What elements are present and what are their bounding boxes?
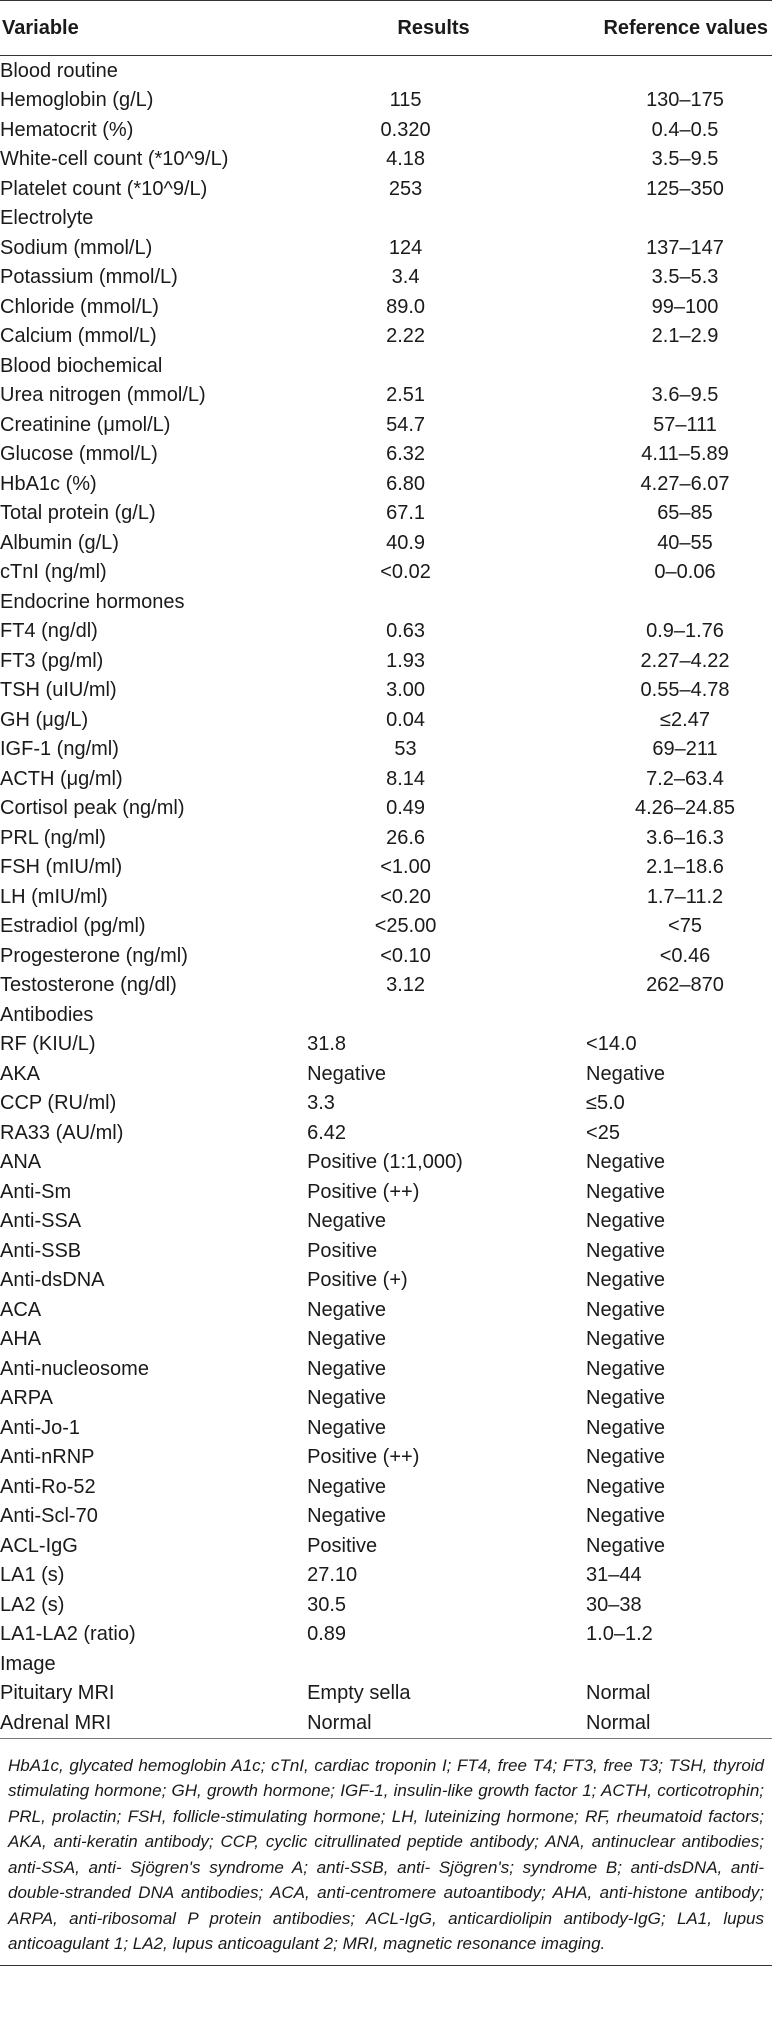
- table-row: [0, 971, 772, 1001]
- table-row: [0, 1502, 772, 1532]
- variable-cell: Calcium (mmol/L): [0, 325, 157, 348]
- table-row: [0, 440, 772, 470]
- variable-cell: FT3 (pg/ml): [0, 649, 104, 672]
- result-cell: 6.80: [386, 472, 426, 495]
- reference-cell: 4.26–24.85: [634, 797, 736, 820]
- variable-cell: Estradiol (pg/ml): [0, 915, 146, 938]
- variable-cell: Anti-Scl-70: [0, 1505, 98, 1528]
- table-row: [0, 1236, 772, 1266]
- section-header-row: [0, 204, 772, 234]
- variable-cell: Anti-nucleosome: [0, 1357, 149, 1380]
- reference-cell: <14.0: [586, 1033, 637, 1056]
- table-row: [0, 263, 772, 293]
- reference-cell: 2.1–2.9: [651, 325, 719, 348]
- table-row: [0, 1472, 772, 1502]
- table-row: [0, 1030, 772, 1060]
- variable-cell: Potassium (mmol/L): [0, 266, 178, 289]
- table-row: [0, 174, 772, 204]
- result-cell: 89.0: [386, 295, 426, 318]
- result-cell: 6.32: [386, 443, 426, 466]
- table-row: [0, 1148, 772, 1178]
- table-row: [0, 410, 772, 440]
- result-cell: 124: [388, 236, 423, 259]
- reference-cell: 31–44: [586, 1564, 642, 1587]
- section-title: Electrolyte: [0, 207, 94, 230]
- table-row: [0, 1177, 772, 1207]
- table-row: [0, 322, 772, 352]
- variable-cell: White-cell count (*10^9/L): [0, 148, 229, 171]
- result-cell: 54.7: [386, 413, 426, 436]
- result-cell: <0.02: [380, 561, 431, 584]
- section-title: Blood routine: [0, 59, 118, 82]
- result-cell: Positive (+): [307, 1269, 408, 1292]
- result-cell: 0.04: [386, 708, 426, 731]
- variable-cell: Anti-Jo-1: [0, 1416, 81, 1439]
- reference-cell: Negative: [586, 1328, 665, 1351]
- result-cell: 53: [394, 738, 417, 761]
- variable-cell: Total protein (g/L): [0, 502, 156, 525]
- variable-cell: LA1 (s): [0, 1564, 65, 1587]
- result-cell: 31.8: [307, 1033, 347, 1056]
- result-cell: Negative: [307, 1505, 387, 1528]
- result-cell: 8.14: [386, 767, 426, 790]
- header-variable: Variable: [0, 1, 299, 56]
- variable-cell: CCP (RU/ml): [0, 1092, 117, 1115]
- section-title: Antibodies: [0, 1003, 94, 1026]
- table-row: [0, 1679, 772, 1709]
- table-row: [0, 617, 772, 647]
- table-footnote: HbA1c, glycated hemoglobin A1c; cTnI, cardiac troponin I; FT4, free T4; FT3, free T3; TSH, thyroid stimulating hormone; GH, growth hormone; IGF-1, insulin-like growth factor 1; ACTH, corticotrophin; PRL, prolactin; FSH, follicle-stimulating hormone; LH, luteinizing hormone; RF, rheumatoid factors; AKA, anti-keratin antibody; CCP, cyclic citrullinated peptide antibody; ANA, antinuclear antibodies; anti-SSA, anti- Sjögren's syndrome A; anti-SSB, anti- Sjögren's; syndrome B; anti-dsDNA, anti-double-stranded DNA antibodies; ACA, anti-centromere autoantibody; AHA, anti-histone antibody; ARPA, anti-ribosomal P protein antibodies; ACL-IgG, anticardiolipin antibody-IgG; LA1, lupus anticoagulant 1; LA2, lupus anticoagulant 2; MRI, magnetic resonance imaging.: [0, 1739, 772, 1966]
- variable-cell: TSH (uIU/ml): [0, 679, 117, 702]
- result-cell: Negative: [307, 1475, 387, 1498]
- variable-cell: AKA: [0, 1062, 41, 1085]
- reference-cell: ≤2.47: [660, 708, 710, 731]
- variable-cell: ACL-IgG: [0, 1534, 78, 1557]
- reference-cell: 125–350: [646, 177, 724, 200]
- result-cell: 3.4: [391, 266, 420, 289]
- variable-cell: RF (KIU/L): [0, 1033, 96, 1056]
- section-header-row: [0, 1649, 772, 1679]
- reference-cell: Negative: [586, 1239, 665, 1262]
- reference-cell: 1.0–1.2: [586, 1623, 653, 1646]
- result-cell: 2.22: [386, 325, 426, 348]
- reference-cell: Normal: [568, 1708, 772, 1738]
- variable-cell: LH (mIU/ml): [0, 885, 108, 908]
- reference-cell: Negative: [586, 1151, 665, 1174]
- result-cell: Empty sella: [307, 1682, 411, 1705]
- result-cell: 1.93: [386, 649, 426, 672]
- table-row: [0, 1295, 772, 1325]
- section-title: Blood biochemical: [0, 354, 163, 377]
- reference-cell: Normal: [586, 1682, 651, 1705]
- result-cell: <0.10: [380, 944, 431, 967]
- result-cell: <1.00: [380, 856, 431, 879]
- table-row: [0, 794, 772, 824]
- table-row: [0, 381, 772, 411]
- result-cell: Normal: [299, 1708, 568, 1738]
- table-row: [0, 528, 772, 558]
- reference-cell: 69–211: [652, 738, 718, 761]
- reference-cell: 4.11–5.89: [641, 443, 729, 466]
- result-cell: Negative: [307, 1062, 387, 1085]
- variable-cell: Anti-nRNP: [0, 1446, 95, 1469]
- table-row: [0, 823, 772, 853]
- table-row: [0, 1384, 772, 1414]
- reference-cell: 262–870: [646, 974, 724, 997]
- variable-cell: HbA1c (%): [0, 472, 97, 495]
- table-row: [0, 115, 772, 145]
- table-row: [0, 1561, 772, 1591]
- variable-cell: Chloride (mmol/L): [0, 295, 159, 318]
- result-cell: 0.63: [386, 620, 426, 643]
- reference-cell: 7.2–63.4: [646, 767, 724, 790]
- table-row: [0, 1443, 772, 1473]
- reference-cell: <25: [586, 1121, 620, 1144]
- reference-cell: Negative: [586, 1475, 665, 1498]
- result-cell: 3.00: [386, 679, 426, 702]
- variable-cell: Anti-SSA: [0, 1210, 82, 1233]
- table-row: [0, 735, 772, 765]
- result-cell: 67.1: [386, 502, 426, 525]
- reference-cell: 30–38: [586, 1593, 642, 1616]
- result-cell: 0.320: [380, 118, 431, 141]
- table-row: [0, 145, 772, 175]
- variable-cell: Pituitary MRI: [0, 1682, 115, 1705]
- reference-cell: ≤5.0: [586, 1092, 625, 1115]
- variable-cell: LA1-LA2 (ratio): [0, 1623, 136, 1646]
- table-row: [0, 1620, 772, 1650]
- result-cell: 115: [389, 89, 422, 112]
- variable-cell: FT4 (ng/dl): [0, 620, 98, 643]
- variable-cell: GH (μg/L): [0, 708, 89, 731]
- variable-cell: Anti-Sm: [0, 1180, 72, 1203]
- variable-cell: Anti-dsDNA: [0, 1269, 105, 1292]
- table-row: [0, 1118, 772, 1148]
- variable-cell: Progesterone (ng/ml): [0, 944, 188, 967]
- table-body: [0, 56, 772, 1739]
- result-cell: 3.3: [307, 1092, 335, 1115]
- reference-cell: Negative: [586, 1505, 665, 1528]
- reference-cell: Negative: [586, 1298, 665, 1321]
- table-row: [0, 499, 772, 529]
- reference-cell: Negative: [586, 1416, 665, 1439]
- table-row: [0, 1354, 772, 1384]
- reference-cell: 3.6–16.3: [646, 826, 724, 849]
- variable-cell: Cortisol peak (ng/ml): [0, 797, 185, 820]
- section-title: Image: [0, 1652, 56, 1675]
- table-row: [0, 558, 772, 588]
- result-cell: 4.18: [386, 148, 426, 171]
- variable-cell: IGF-1 (ng/ml): [0, 738, 119, 761]
- result-cell: 2.51: [386, 384, 426, 407]
- variable-cell: RA33 (AU/ml): [0, 1121, 124, 1144]
- table-row: [0, 1413, 772, 1443]
- result-cell: Negative: [307, 1210, 387, 1233]
- variable-cell: ACA: [0, 1298, 42, 1321]
- table-row: [0, 1590, 772, 1620]
- variable-cell: ACTH (μg/ml): [0, 767, 123, 790]
- variable-cell: Urea nitrogen (mmol/L): [0, 384, 206, 407]
- table-row: [0, 1089, 772, 1119]
- variable-cell: Sodium (mmol/L): [0, 236, 153, 259]
- variable-cell: Creatinine (μmol/L): [0, 413, 171, 436]
- reference-cell: 0.55–4.78: [640, 679, 730, 702]
- variable-cell: Albumin (g/L): [0, 531, 119, 554]
- reference-cell: 0–0.06: [654, 561, 716, 584]
- result-cell: Positive: [307, 1534, 378, 1557]
- variable-cell: Adrenal MRI: [0, 1708, 299, 1738]
- reference-cell: 2.27–4.22: [640, 649, 730, 672]
- reference-cell: Negative: [586, 1269, 665, 1292]
- variable-cell: PRL (ng/ml): [0, 826, 106, 849]
- header-results: Results: [299, 1, 568, 56]
- reference-cell: 0.4–0.5: [651, 118, 719, 141]
- result-cell: Positive (++): [307, 1180, 420, 1203]
- section-header-row: [0, 1000, 772, 1030]
- header-reference-values: Reference values: [568, 1, 772, 56]
- result-cell: 0.49: [386, 797, 426, 820]
- table-row: [0, 912, 772, 942]
- reference-cell: Negative: [586, 1446, 665, 1469]
- reference-cell: Negative: [586, 1210, 665, 1233]
- section-header-row: [0, 56, 772, 86]
- result-cell: Positive: [307, 1239, 378, 1262]
- variable-cell: FSH (mIU/ml): [0, 856, 123, 879]
- reference-cell: 3.6–9.5: [651, 384, 719, 407]
- variable-cell: cTnI (ng/ml): [0, 561, 107, 584]
- table-row: [0, 469, 772, 499]
- reference-cell: Negative: [586, 1180, 665, 1203]
- reference-cell: 3.5–9.5: [651, 148, 719, 171]
- result-cell: 26.6: [386, 826, 426, 849]
- result-cell: 253: [388, 177, 423, 200]
- table-row: [0, 292, 772, 322]
- table-row: [0, 1325, 772, 1355]
- table-row: [0, 676, 772, 706]
- variable-cell: Anti-SSB: [0, 1239, 82, 1262]
- variable-cell: Testosterone (ng/dl): [0, 974, 177, 997]
- table-row: [0, 705, 772, 735]
- variable-cell: Anti-Ro-52: [0, 1475, 96, 1498]
- result-cell: Positive (1:1,000): [307, 1151, 463, 1174]
- reference-cell: 3.5–5.3: [651, 266, 719, 289]
- result-cell: 3.12: [386, 974, 426, 997]
- table-header: [0, 1, 772, 56]
- table-row: [0, 1531, 772, 1561]
- table-row: [0, 882, 772, 912]
- reference-cell: 65–85: [657, 502, 713, 525]
- reference-cell: 57–111: [653, 413, 717, 436]
- result-cell: 27.10: [307, 1564, 358, 1587]
- reference-cell: Negative: [586, 1534, 665, 1557]
- result-cell: Negative: [307, 1298, 387, 1321]
- result-cell: 30.5: [307, 1593, 347, 1616]
- section-header-row: [0, 351, 772, 381]
- result-cell: Negative: [307, 1328, 387, 1351]
- result-cell: Negative: [307, 1387, 387, 1410]
- result-cell: 6.42: [307, 1121, 347, 1144]
- section-title: Endocrine hormones: [0, 590, 185, 613]
- reference-cell: Negative: [586, 1357, 665, 1380]
- reference-cell: 1.7–11.2: [646, 885, 724, 908]
- table-row: [0, 86, 772, 116]
- result-cell: 0.89: [307, 1623, 347, 1646]
- reference-cell: 40–55: [657, 531, 713, 554]
- reference-cell: 137–147: [646, 236, 724, 259]
- variable-cell: LA2 (s): [0, 1593, 65, 1616]
- reference-cell: 99–100: [651, 295, 719, 318]
- table-row: [0, 233, 772, 263]
- reference-cell: 130–175: [646, 89, 724, 112]
- table-row: [0, 764, 772, 794]
- table-row: [0, 853, 772, 883]
- reference-cell: Negative: [586, 1387, 665, 1410]
- table-row: [0, 1266, 772, 1296]
- table-row: [0, 941, 772, 971]
- result-cell: <25.00: [374, 915, 437, 938]
- result-cell: Negative: [307, 1416, 387, 1439]
- variable-cell: Platelet count (*10^9/L): [0, 177, 208, 200]
- result-cell: <0.20: [380, 885, 431, 908]
- result-cell: Negative: [307, 1357, 387, 1380]
- table-row: [0, 1708, 772, 1738]
- result-cell: Positive (++): [307, 1446, 420, 1469]
- variable-cell: ANA: [0, 1151, 42, 1174]
- variable-cell: Glucose (mmol/L): [0, 443, 158, 466]
- table-row: [0, 1059, 772, 1089]
- variable-cell: Hemoglobin (g/L): [0, 89, 154, 112]
- variable-cell: ARPA: [0, 1387, 53, 1410]
- reference-cell: Negative: [586, 1062, 665, 1085]
- variable-cell: AHA: [0, 1328, 42, 1351]
- reference-cell: 4.27–6.07: [640, 472, 730, 495]
- variable-cell: Hematocrit (%): [0, 118, 134, 141]
- reference-cell: <0.46: [659, 944, 711, 967]
- table-row: [0, 646, 772, 676]
- header-row: [0, 1, 772, 56]
- reference-cell: 0.9–1.76: [646, 620, 724, 643]
- reference-cell: 2.1–18.6: [646, 856, 724, 879]
- result-cell: 40.9: [386, 531, 426, 554]
- table-row: [0, 1207, 772, 1237]
- section-header-row: [0, 587, 772, 617]
- reference-cell: <75: [668, 915, 702, 938]
